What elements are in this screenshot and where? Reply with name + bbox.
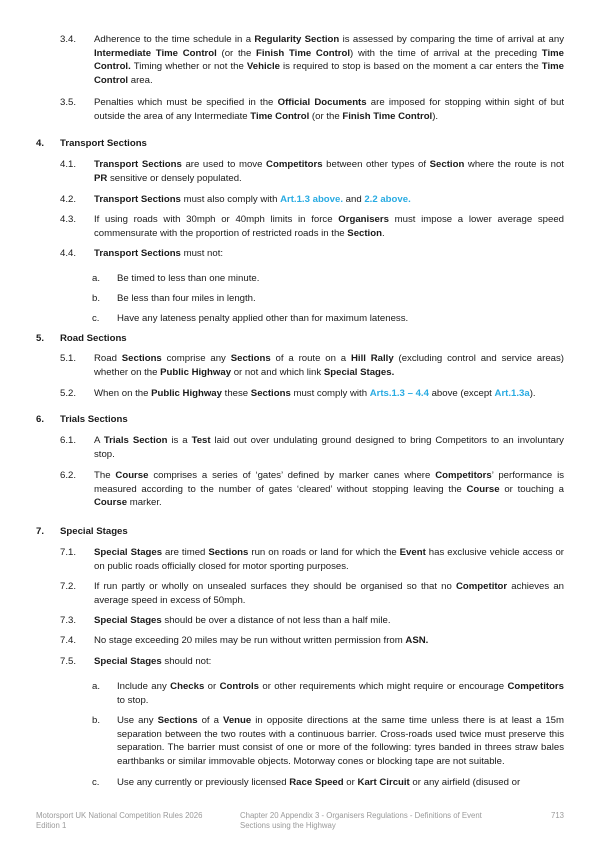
text-run: If using roads with 30mph or 40mph limits in force — [94, 214, 339, 225]
defined-term: Section — [347, 227, 382, 239]
text-run: If run partly or wholly on unsealed surfaces they should be organised so that no — [94, 581, 456, 592]
defined-term: Section — [429, 159, 465, 170]
item-text — [117, 680, 564, 707]
defined-term: Test — [191, 435, 211, 446]
section-number: 6. — [36, 414, 45, 425]
text-run: The — [94, 470, 116, 481]
text-run: ). — [432, 110, 439, 122]
footer-chapter — [240, 811, 530, 831]
item-text — [117, 776, 564, 790]
defined-term: ASN. — [405, 635, 429, 646]
text-run: are imposed for stopping within sight of but outside the area of any Intermediate — [94, 97, 565, 122]
text-run: or — [204, 681, 220, 692]
text-run: or touching a — [499, 483, 564, 495]
item-letter: c. — [92, 777, 100, 788]
section-number: 7. — [36, 526, 45, 537]
clause-text — [94, 434, 564, 461]
text-run: or other requirements which might require or encourage — [259, 681, 508, 692]
text-run: where the route is not — [464, 159, 564, 170]
clause-number: 6.2. — [60, 470, 77, 481]
defined-term: Public Highway — [151, 388, 222, 399]
clause-text — [94, 580, 564, 607]
text-run: must not: — [180, 248, 224, 259]
defined-term: Time Control — [250, 110, 310, 122]
footer-title: Motorsport UK National Competition Rules 2026 — [36, 811, 203, 820]
defined-term: Course — [115, 470, 149, 481]
defined-term: PR — [94, 172, 108, 184]
footer-chapter-line2: Sections using the Highway — [240, 821, 336, 830]
defined-term: Sections — [157, 715, 198, 726]
text-run: Be timed to less than one minute. — [117, 273, 260, 284]
clause-text — [94, 469, 564, 510]
item-letter: b. — [92, 715, 101, 726]
item-text — [117, 714, 564, 768]
text-run: of a route on a — [270, 353, 351, 364]
defined-term: Special Stages — [94, 656, 162, 667]
text-run: or not and which link — [231, 366, 324, 378]
text-run: above (except — [428, 388, 495, 399]
cross-reference-link[interactable]: Arts.1.3 – 4.4 — [369, 388, 429, 399]
clause-text — [94, 614, 564, 628]
clause-number: 4.2. — [60, 194, 77, 205]
item-letter: a. — [92, 273, 101, 284]
clause-number: 7.2. — [60, 581, 77, 592]
clause-text — [94, 546, 564, 573]
clause-text — [94, 33, 564, 87]
defined-term: Kart Circuit — [357, 777, 410, 788]
text-run: are used to move — [181, 159, 267, 170]
text-run: A — [94, 435, 104, 446]
defined-term: Sections — [208, 547, 249, 558]
defined-term: Official Documents — [277, 97, 367, 108]
clause-text — [94, 387, 564, 401]
text-run: ’ performance is measured according to the number of gates ‘cleared’ without stopping leaving the — [94, 470, 564, 495]
item-text — [117, 312, 564, 326]
defined-term: Controls — [219, 681, 260, 692]
text-run: laid out over undulating ground designed to bring Competitors to an involuntary stop. — [94, 435, 564, 460]
text-run: to stop. — [117, 694, 149, 706]
text-run: between other types of — [322, 159, 430, 170]
section-title: Transport Sections — [60, 138, 147, 149]
clause-number: 4.4. — [60, 248, 77, 259]
item-text — [117, 272, 564, 286]
text-run: are timed — [162, 547, 209, 558]
text-run: area. — [128, 74, 153, 86]
defined-term: Competitor — [455, 581, 508, 592]
clause-number: 4.3. — [60, 214, 77, 225]
section-title: Trials Sections — [60, 414, 128, 425]
text-run: achieves an average speed in excess of 50mph. — [94, 581, 564, 606]
defined-term: Time Control. — [94, 47, 564, 73]
text-run: . — [381, 227, 385, 239]
defined-term: Transport Sections — [94, 248, 181, 259]
defined-term: Special Stages — [94, 547, 163, 558]
clause-text — [94, 655, 564, 669]
clause-number: 3.4. — [60, 34, 77, 45]
text-run: in opposite directions at the same time unless there is at least a 15m separation between the two routes with a continuous barrier. Cross-roads used twice must preserve this separation. The barrier must consist of one or more of the following: tyres banded in threes straw bales earthbanks or similar immovable objects. Motorway cones or blocking tape are not suitable. — [117, 715, 564, 767]
clause-number: 7.4. — [60, 635, 77, 646]
page-number: 713 — [550, 811, 564, 820]
defined-term: Event — [399, 547, 426, 558]
footer-chapter-line1: Chapter 20 Appendix 3 - Organisers Regulations - Definitions of Event — [240, 811, 482, 820]
text-run: of a — [197, 715, 223, 726]
text-run: comprise any — [161, 353, 231, 364]
section-number: 5. — [36, 333, 45, 344]
footer-publication — [36, 811, 236, 831]
text-run: (or the — [309, 110, 343, 122]
text-run: Use any — [117, 715, 158, 726]
defined-term: Competitors — [507, 681, 564, 692]
cross-reference-link[interactable]: Art.1.3 above. — [280, 194, 343, 205]
section-title: Special Stages — [60, 526, 128, 537]
text-run: has exclusive vehicle access or on public roads officially closed for motor sporting purposes. — [94, 547, 564, 572]
clause-text — [94, 158, 564, 185]
defined-term: Venue — [222, 715, 252, 726]
text-run: must impose a lower average speed commensurate with the proportion of restricted roads in the — [94, 214, 565, 239]
defined-term: Course — [94, 497, 128, 509]
clause-text — [94, 193, 564, 207]
defined-term: Regularity Section — [254, 34, 340, 45]
text-run: is a — [167, 435, 192, 446]
defined-term: Finish Time Control — [342, 110, 433, 122]
text-run: ). — [529, 388, 536, 399]
clause-number: 7.5. — [60, 656, 77, 667]
clause-number: 7.1. — [60, 547, 77, 558]
text-run: Timing whether or not the — [130, 61, 247, 73]
text-run: must comply with — [290, 388, 370, 399]
text-run: No stage exceeding 20 miles may be run without written permission from — [94, 635, 406, 646]
clause-number: 3.5. — [60, 97, 77, 108]
item-text — [117, 292, 564, 306]
defined-term: Sections — [250, 388, 291, 399]
section-number: 4. — [36, 138, 45, 149]
text-run: and — [343, 194, 365, 205]
defined-term: Public Highway — [160, 366, 232, 378]
text-run: is required to stop is based on the moment a car enters the — [279, 61, 542, 73]
defined-term: Finish Time Control — [256, 47, 351, 59]
defined-term: Special Stages. — [323, 366, 395, 378]
text-run: (or the — [216, 47, 257, 59]
text-run: sensitive or densely populated. — [107, 172, 242, 184]
defined-term: Race Speed — [289, 777, 344, 788]
clause-number: 6.1. — [60, 435, 77, 446]
text-run: Include any — [117, 681, 171, 692]
item-letter: a. — [92, 681, 101, 692]
defined-term: Sections — [121, 353, 162, 364]
defined-term: Trials Section — [103, 435, 168, 446]
clause-number: 7.3. — [60, 615, 77, 626]
defined-term: Transport Sections — [94, 159, 182, 170]
defined-term: Course — [466, 483, 500, 495]
cross-reference-link[interactable]: 2.2 above. — [364, 194, 411, 205]
text-run: (excluding control and service areas) whether on the — [94, 353, 564, 378]
text-run: Have any lateness penalty applied other than for maximum lateness. — [117, 313, 409, 324]
defined-term: Checks — [170, 681, 205, 692]
text-run: or — [343, 777, 358, 788]
text-run: these — [221, 388, 251, 399]
text-run: should not: — [161, 656, 212, 667]
defined-term: Intermediate Time Control — [94, 47, 217, 59]
defined-term: Sections — [230, 353, 271, 364]
clause-text — [94, 96, 564, 123]
clause-text — [94, 213, 564, 240]
clause-number: 5.2. — [60, 388, 77, 399]
clause-number: 4.1. — [60, 159, 77, 170]
footer-edition: Edition 1 — [36, 821, 67, 830]
text-run: Be less than four miles in length. — [117, 293, 256, 304]
defined-term: Competitors — [266, 159, 323, 170]
text-run: comprises a series of ‘gates’ defined by marker canes where — [148, 470, 436, 481]
defined-term: Hill Rally — [350, 353, 394, 364]
defined-term: Time Control — [94, 61, 564, 86]
clause-number: 5.1. — [60, 353, 77, 364]
text-run: Use any currently or previously licensed — [117, 777, 290, 788]
text-run: When on the — [94, 388, 152, 399]
clause-text — [94, 247, 564, 261]
clause-text — [94, 634, 564, 648]
defined-term: Organisers — [338, 214, 389, 225]
cross-reference-link[interactable]: Art.1.3a — [494, 388, 530, 399]
text-run: marker. — [127, 497, 162, 509]
text-run: Penalties which must be specified in the — [94, 97, 278, 108]
clause-text — [94, 352, 564, 379]
text-run: is assessed by comparing the time of arrival at any — [339, 34, 565, 45]
defined-term: Special Stages — [94, 615, 162, 626]
section-title: Road Sections — [60, 333, 127, 344]
text-run: ) with the time of arrival at the preceding — [350, 47, 542, 59]
defined-term: Competitors — [435, 470, 492, 481]
defined-term: Vehicle — [246, 61, 280, 73]
text-run: or any airfield (disused or — [409, 777, 521, 788]
text-run: Road — [94, 353, 122, 364]
text-run: run on roads or land for which the — [248, 547, 400, 558]
text-run: Adherence to the time schedule in a — [94, 34, 255, 45]
text-run: must also comply with — [180, 194, 281, 205]
defined-term: Transport Sections — [94, 194, 181, 205]
text-run: should be over a distance of not less than a half mile. — [161, 615, 391, 626]
item-letter: b. — [92, 293, 101, 304]
item-letter: c. — [92, 313, 100, 324]
